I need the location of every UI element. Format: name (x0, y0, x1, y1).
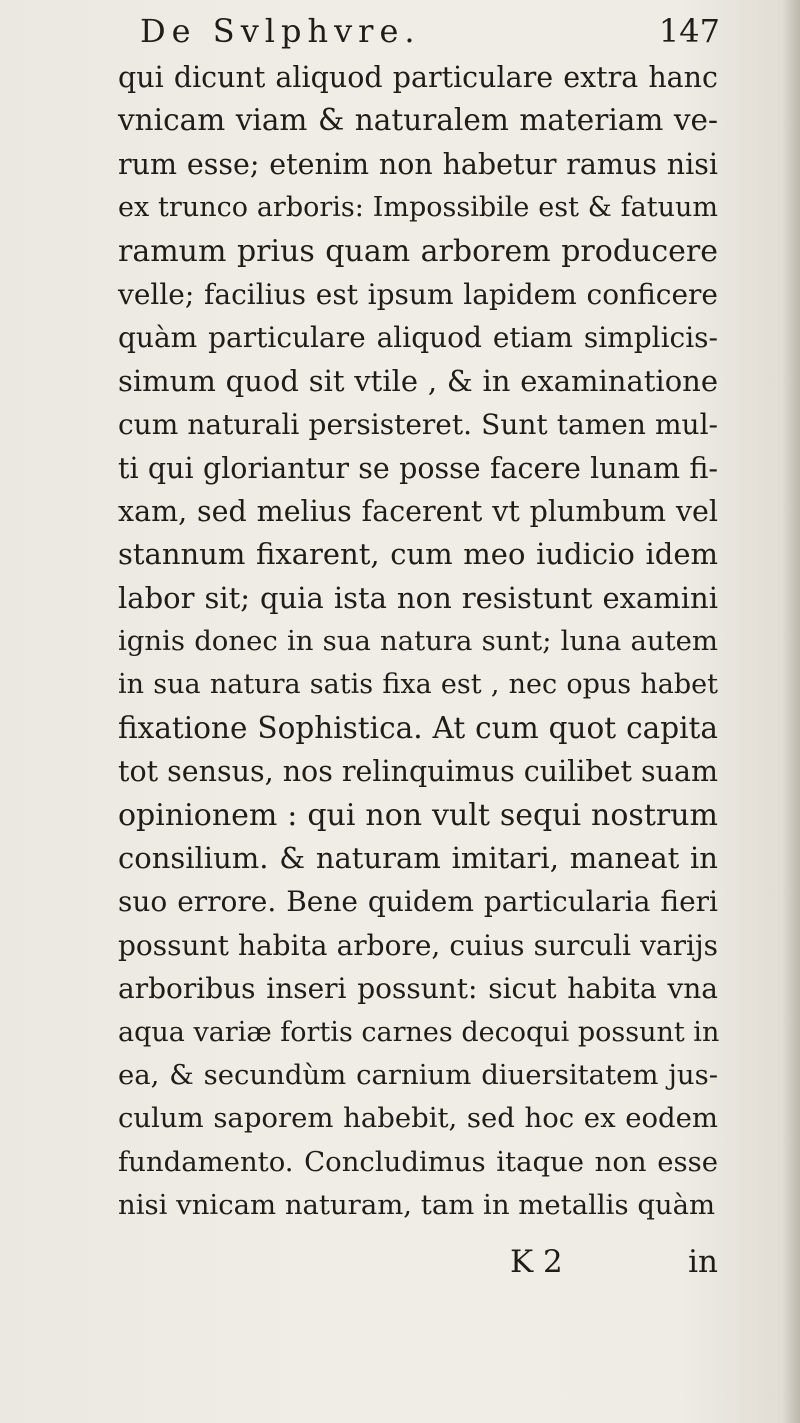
text-line: culum saporem habebit, sed hoc ex eodem (118, 1102, 718, 1135)
text-line: ti qui gloriantur se posse facere lunam fi- (118, 451, 718, 485)
text-line: velle; facilius est ipsum lapidem conficere (118, 277, 718, 311)
page-header (140, 12, 720, 52)
text-line: cum naturali persisteret. Sunt tamen mul- (118, 408, 718, 442)
body-text (118, 56, 718, 1228)
signature-mark: K 2 (510, 1244, 563, 1280)
text-line: vnicam viam & naturalem materiam ve- (118, 103, 718, 138)
page-footer (118, 1244, 718, 1284)
text-line: xam, sed melius facerent vt plumbum vel (118, 494, 718, 528)
text-line: aqua variæ fortis carnes decoqui possunt in (118, 1016, 720, 1048)
text-line: ex trunco arboris: Impossibile est & fatuum (118, 192, 718, 224)
text-line: fundamento. Concludimus itaque non esse (118, 1145, 718, 1178)
text-line: stannum fixarent, cum meo iudicio idem (118, 537, 718, 572)
text-line: ignis donec in sua natura sunt; luna autem (118, 625, 718, 658)
text-line: in sua natura satis fixa est , nec opus habet (118, 669, 718, 701)
text-line: quàm particulare aliquod etiam simplicis- (118, 321, 718, 355)
text-line: fixatione Sophistica. At cum quot capita (118, 710, 718, 745)
text-line: tot sensus, nos relinquimus cuilibet suam (118, 755, 719, 789)
text-line: ea, & secundùm carnium diuersitatem jus- (118, 1058, 718, 1091)
text-line: rum esse; etenim non habetur ramus nisi (118, 147, 718, 181)
catchword: in (688, 1244, 718, 1280)
running-title: De Svlphvre. (140, 12, 421, 50)
page-number: 147 (658, 12, 720, 50)
text-line: ramum prius quam arborem producere (118, 233, 718, 269)
page-edge-shadow (782, 0, 800, 1423)
text-line: consilium. & naturam imitari, maneat in (118, 841, 718, 876)
text-line: labor sit; quia ista non resistunt examini (118, 580, 718, 615)
text-line: opinionem : qui non vult sequi nostrum (118, 797, 718, 833)
text-line: simum quod sit vtile , & in examinatione (118, 363, 718, 398)
text-line: arboribus inseri possunt: sicut habita vna (118, 972, 718, 1006)
text-line: possunt habita arbore, cuius surculi varijs (118, 928, 718, 962)
text-line: qui dicunt aliquod particulare extra hanc (118, 61, 718, 94)
text-line: suo errore. Bene quidem particularia fieri (118, 885, 718, 919)
text-line: nisi vnicam naturam, tam in metallis quàm (118, 1189, 716, 1222)
